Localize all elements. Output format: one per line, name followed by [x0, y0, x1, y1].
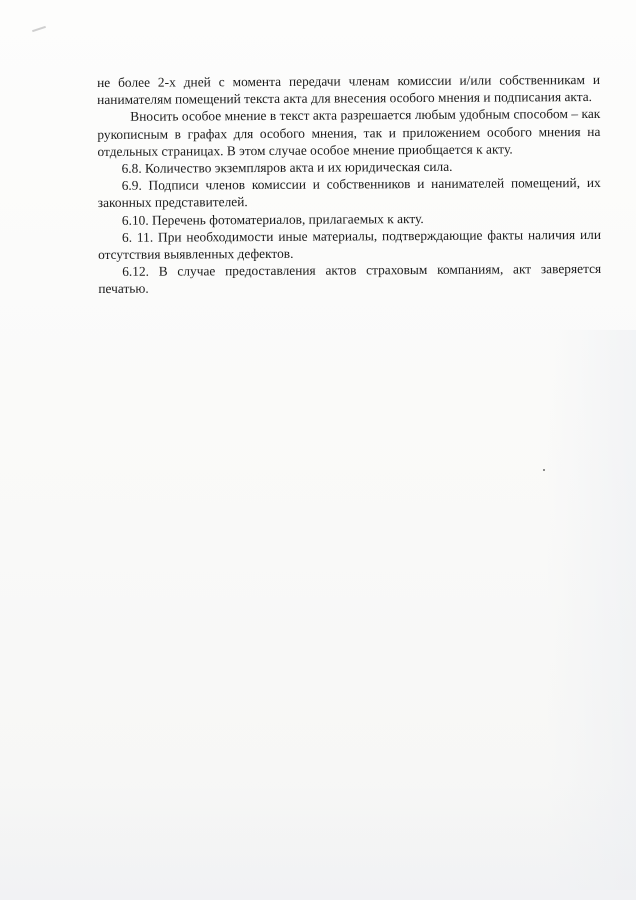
paragraph-continuation: не более 2-х дней с момента передачи членам комиссии и/или собственникам и нанимателям помещений текста акта для внесения особого мнения и подписания акта. [97, 71, 601, 108]
scan-artifact-dot [543, 469, 545, 471]
paragraph-special-opinion: Вносить особое мнение в текст акта разрешается любым удобным способом – как рукописным в графах для особого мнения, так и приложением особого мнения на отдельных страницах. В этом случае особое мнение приобщается к акту. [97, 106, 601, 159]
document-body [97, 71, 601, 298]
paragraph-6-9: 6.9. Подписи членов комиссии и собственников и нанимателей помещений, их законных представителей. [97, 175, 601, 211]
paragraph-6-12: 6.12. В случае предоставления актов страховым компаниям, акт заверяется печатью. [98, 261, 602, 297]
paragraph-6-11: 6. 11. При необходимости иные материалы, подтверждающие факты наличия или отсутствия выявленных дефектов. [98, 226, 602, 263]
paragraph-6-10: 6.10. Перечень фотоматериалов, прилагаемых к акту. [121, 210, 424, 228]
scan-shadow-bottom [0, 780, 636, 900]
scan-artifact-mark [32, 26, 46, 32]
paragraph-6-8: 6.8. Количество экземпляров акта и их юридическая сила. [121, 158, 453, 176]
